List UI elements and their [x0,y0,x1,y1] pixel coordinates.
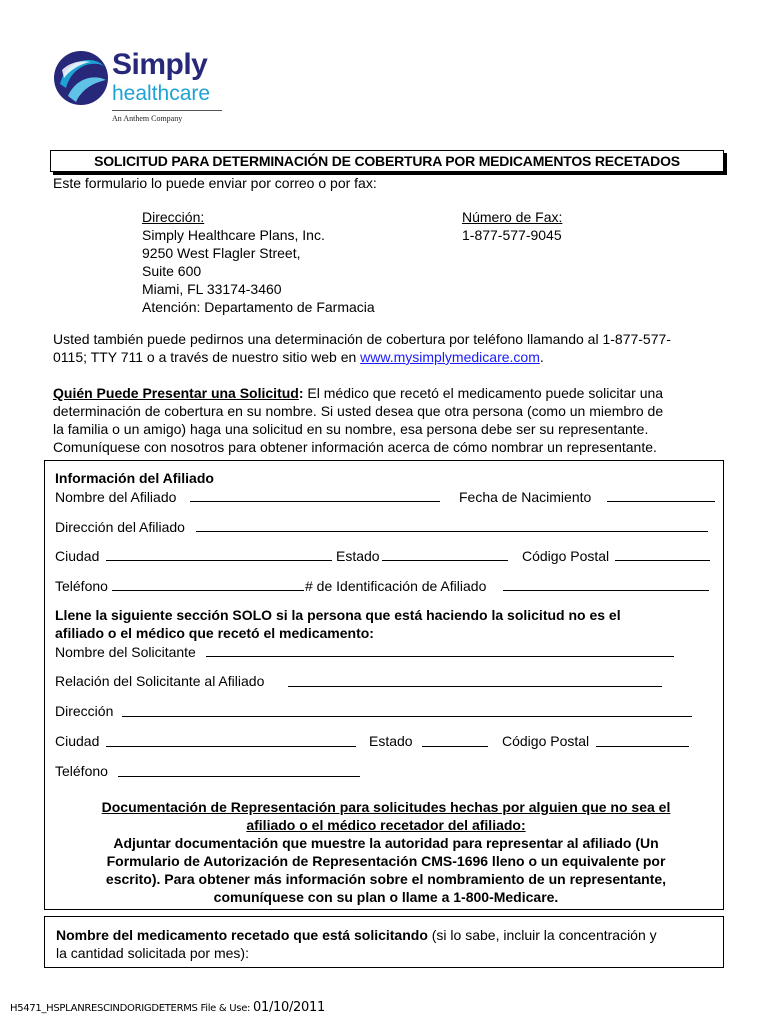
member-dob-label: Fecha de Nacimiento [459,489,592,505]
fax-heading: Número de Fax: [462,209,563,225]
requestor-zip-label: Código Postal [502,733,590,749]
logo-brand-healthcare: healthcare [112,82,211,105]
requestor-city-field[interactable] [106,746,356,747]
member-zip-field[interactable] [615,560,710,561]
who-can-heading: Quién Puede Presentar una Solicitud [53,385,299,401]
address-line5: Atención: Departamento de Farmacia [142,299,375,315]
member-id-label: # de Identificación de Afiliado [305,578,487,594]
requestor-phone-field[interactable] [118,776,360,777]
representation-documentation [50,798,722,906]
address-line4: Miami, FL 33174-3460 [142,281,282,297]
fax-info [462,208,562,244]
drug-request-line1 [56,926,716,944]
member-city-label: Ciudad [55,548,100,564]
who-can-line4: Comuníquese con nosotros para obtener información acerca de cómo nombrar un representante. [53,439,657,455]
requestor-note-line1: Llene la siguiente sección SOLO si la persona que está haciendo la solicitud no es el [55,607,621,623]
address-line3: Suite 600 [142,263,202,279]
phone-paragraph-line2 [53,348,743,366]
member-dob-field[interactable] [607,501,715,502]
phone-paragraph-text: 0115; TTY 711 o a través de nuestro sitio web en [53,349,361,365]
member-id-field[interactable] [503,590,709,591]
member-city-field[interactable] [106,560,332,561]
requestor-state-label: Estado [369,733,413,749]
phone-paragraph-tail: . [539,349,544,365]
drug-request-line2: la cantidad solicitada por mes): [56,945,249,961]
member-zip-label: Código Postal [522,548,610,564]
member-name-field[interactable] [190,501,440,502]
documentation-heading-line1: Documentación de Representación para solicitudes hechas por alguien que no sea el [101,799,671,815]
member-state-field[interactable] [382,560,508,561]
phone-paragraph-line1: Usted también puede pedirnos una determinación de cobertura por teléfono llamando al 1-877-577- [53,331,671,347]
relation-field[interactable] [288,686,662,687]
who-can-line3: la familia o un amigo) haga una solicitud en su nombre, esa persona debe ser su representante. [53,421,649,437]
requestor-city-label: Ciudad [55,733,100,749]
footer-form-code [10,1000,325,1015]
requestor-name-field[interactable] [206,656,674,657]
requestor-address-field[interactable] [122,716,692,717]
address-heading: Dirección: [142,209,205,225]
requestor-name-label: Nombre del Solicitante [55,644,196,660]
logo-divider [112,110,222,111]
who-can-colon: : [298,385,304,401]
mailing-address [142,208,375,316]
form-title: SOLICITUD PARA DETERMINACIÓN DE COBERTURA POR MEDICAMENTOS RECETADOS [50,150,724,172]
documentation-body-line1: Adjuntar documentación que muestre la autoridad para representar al afiliado (Un [113,835,659,851]
requestor-state-field[interactable] [422,746,488,747]
address-line1: Simply Healthcare Plans, Inc. [142,227,325,243]
documentation-body-line2: Formulario de Autorización de Representación CMS-1696 lleno o un equivalente por [106,853,666,869]
intro-text: Este formulario lo puede enviar por correo o por fax: [53,175,377,191]
member-address-label: Dirección del Afiliado [55,519,185,535]
requestor-note [55,606,715,642]
company-logo [52,46,232,128]
address-line2: 9250 West Flagler Street, [142,245,301,261]
drug-request-text [56,926,716,962]
member-address-field[interactable] [196,531,708,532]
documentation-heading-line2: afiliado o el médico recetador del afiliado: [246,817,526,833]
member-name-label: Nombre del Afiliado [55,489,177,505]
who-can-text: El médico que recetó el medicamento puede solicitar una [303,385,664,401]
phone-paragraph [53,330,743,366]
member-phone-field[interactable] [112,590,304,591]
documentation-body-line3: escrito). Para obtener más información sobre el nombramiento de un representante, [105,871,667,887]
drug-request-note: (si lo sabe, incluir la concentración y [427,927,657,943]
who-can-line1 [53,384,743,402]
member-info-heading: Información del Afiliado [55,470,214,486]
who-can-request [53,384,743,456]
member-state-label: Estado [336,548,380,564]
relation-label: Relación del Solicitante al Afiliado [55,673,265,689]
requestor-zip-field[interactable] [596,746,689,747]
fax-number: 1-877-577-9045 [462,227,562,243]
footer-code: H5471_HSPLANRESCINDORIGDETERMS [10,1003,198,1014]
requestor-address-label: Dirección [55,703,114,719]
logo-tagline: An Anthem Company [112,114,183,123]
website-link[interactable]: www.mysimplymedicare.com [360,349,540,365]
requestor-phone-label: Teléfono [55,763,108,779]
logo-brand-simply: Simply [112,48,208,81]
documentation-body-line4: comuníquese con su plan o llame a 1-800-Medicare. [213,889,559,905]
member-phone-label: Teléfono [55,578,108,594]
requestor-note-line2: afiliado o el médico que recetó el medicamento: [55,625,374,641]
who-can-line2: determinación de cobertura en su nombre. Si usted desea que otra persona (como un miembro de [53,403,664,419]
footer-use-label: File & Use: [197,1003,254,1014]
drug-name-label: Nombre del medicamento recetado que está solicitando [56,927,428,943]
simply-healthcare-logo-icon [52,48,110,108]
footer-date: 01/10/2011 [253,1000,325,1015]
